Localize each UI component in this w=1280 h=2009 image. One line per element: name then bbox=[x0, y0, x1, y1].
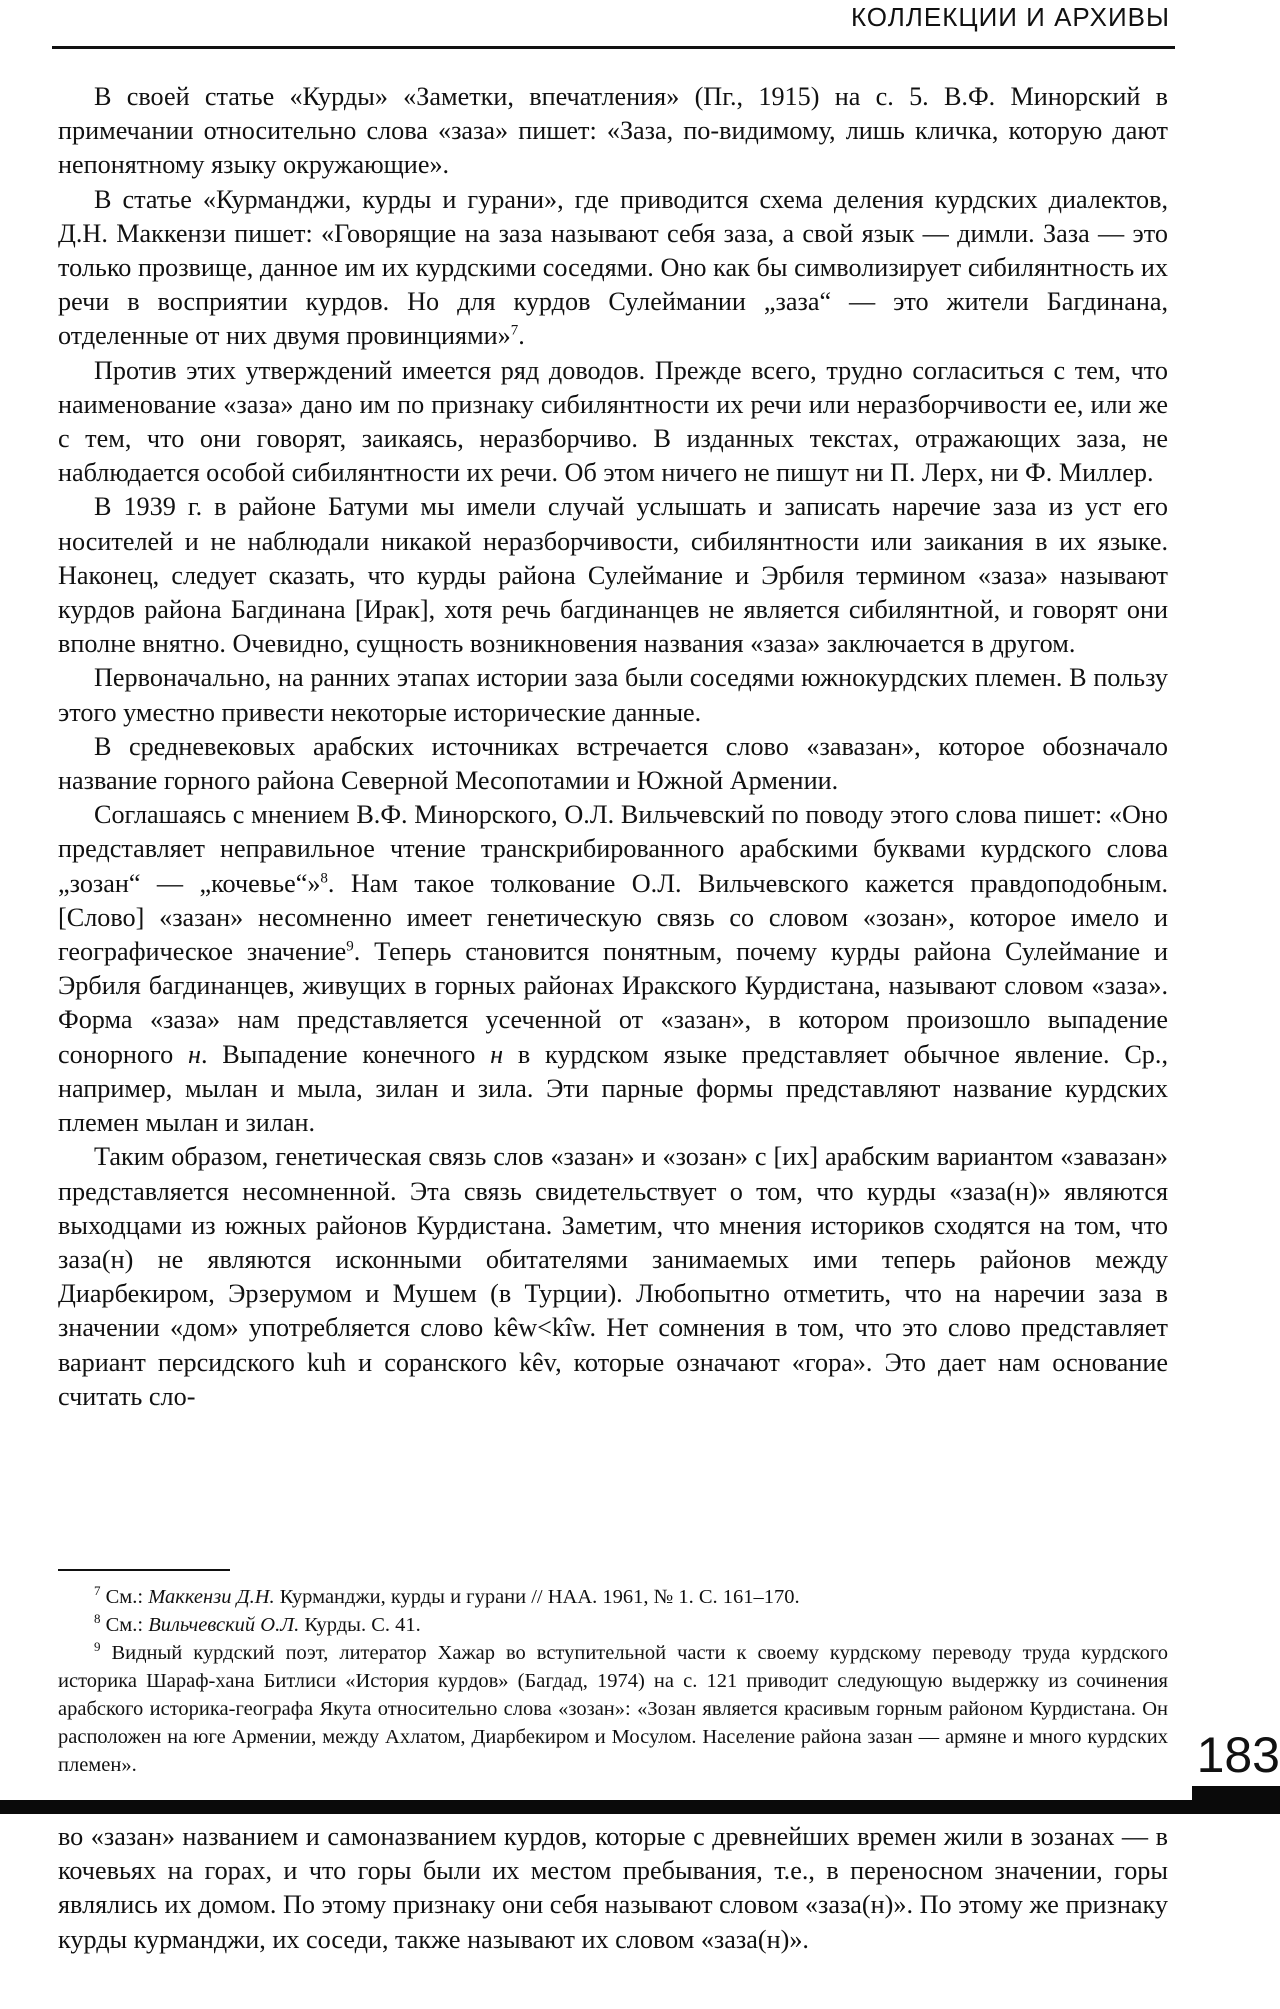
footnotes bbox=[58, 1583, 1168, 1779]
italic-letter-n: н bbox=[490, 1039, 504, 1069]
paragraph-5: Первоначально, на ранних этапах истории заза были соседями южнокурдских племен. В пользу этого уместно привести некоторые исторические данные. bbox=[58, 663, 1168, 727]
paragraph-7-part-e: в курдском языке представляет обычное явление. Ср., например, мылан и мыла, зилан и зила. Эти парные формы представляют название курдских племен мылан и зилан. bbox=[58, 1039, 1168, 1138]
paragraph-7-part-d: . Выпадение конечного bbox=[200, 1039, 491, 1069]
page-bottom-bar bbox=[0, 1800, 1280, 1814]
paragraph-2 bbox=[58, 183, 1168, 354]
page-number: 183 bbox=[1196, 1727, 1280, 1783]
footnote-7-prefix: См.: bbox=[105, 1586, 149, 1608]
footnote-ref-8[interactable]: 8 bbox=[320, 869, 328, 886]
footnote-separator bbox=[58, 1569, 230, 1571]
paragraph-3: Против этих утверждений имеется ряд доводов. Прежде всего, трудно согласиться с тем, что наименование «заза» дано им по признаку сибилянтности их речи или неразборчивости ее, или же с тем, что они говорят, заикаясь, неразборчиво. В изданных текстах, отражающих заза, не наблюдается особой сибилянтности их речи. Об этом ничего не пишут ни П. Лерх, ни Ф. Миллер. bbox=[58, 355, 1168, 488]
paragraph-1: В своей статье «Курды» «Заметки, впечатления» (Пг., 1915) на с. 5. В.Ф. Минорский в примечании относительно слова «заза» пишет: «Заза, по-видимому, лишь кличка, которую дают непонятному языку окружающие». bbox=[58, 82, 1168, 180]
footnote-7 bbox=[58, 1583, 1168, 1611]
italic-letter-n: н bbox=[187, 1039, 201, 1069]
paragraph-6: В средневековых арабских источниках встречается слово «завазан», которое обозначало название горного района Северной Месопотамии и Южной Армении. bbox=[58, 731, 1168, 796]
footnote-7-text: Курманджи, курды и гурани // НАА. 1961, № 1. С. 161–170. bbox=[274, 1586, 800, 1608]
footnote-8-text: Курды. С. 41. bbox=[299, 1614, 421, 1636]
paragraph-7 bbox=[58, 798, 1168, 1140]
paragraph-2-end: . bbox=[518, 321, 525, 351]
footnote-8-number: 8 bbox=[94, 1611, 101, 1627]
paragraph-4: В 1939 г. в районе Батуми мы имели случай услышать и записать наречие заза из уст его носителей и не наблюдали никакой неразборчивости, сибилянтности или заикания в их языке. Наконец, следует сказать, что курды района Сулеймание и Эрбиля термином «заза» называют курдов района Багдинана [Ирак], хотя речь багдинанцев не является сибилянтной, и говорят они вполне внятно. Очевидно, сущность возникновения названия «заза» заключается в другом. bbox=[58, 492, 1168, 659]
footnote-9 bbox=[58, 1639, 1168, 1779]
paragraph-8: Таким образом, генетическая связь слов «зазан» и «зозан» с [их] арабским вариантом «завазан» представляется несомненной. Эта связь свидетельствует о том, что курды «заза(н)» являются выходцами из южных районов Курдистана. Заметим, что мнения историков сходятся на том, что заза(н) не являются исконными обитателями занимаемых ими теперь районов между Диарбекиром, Эрзерумом и Мушем (в Турции). Любопытно отметить, что на наречии заза в значении «дом» употребляется слово kêw<kîw. Нет сомнения в том, что это слово представляет вариант персидского kuh и соранского kêv, которые означают «гора». Это дает нам основание считать сло- bbox=[58, 1142, 1168, 1411]
article-body bbox=[58, 80, 1168, 1414]
footnote-7-number: 7 bbox=[94, 1583, 101, 1599]
next-page-continuation bbox=[58, 1820, 1168, 1957]
paragraph-7-part-c: . Теперь становится понятным, почему курды района Сулеймание и Эрбиля багдинанцев, живущих в горных районах Иракского Курдистана, называют словом «заза». Форма «заза» нам представляется усеченной от «зазан», в котором произошло выпадение сонорного bbox=[58, 937, 1168, 1069]
running-header: КОЛЛЕКЦИИ И АРХИВЫ bbox=[850, 2, 1170, 32]
page-number-tab bbox=[1192, 1786, 1280, 1814]
footnote-9-text: Видный курдский поэт, литератор Хажар во вступительной части к своему курдскому переводу труда курдского историка Шараф-хана Битлиси «История курдов» (Багдад, 1974) на с. 121 приводит следующую выдержку из сочинения арабского историка-географа Якута относительно слова «зозан»: «Зозан является красивым горным районом Курдистана. Он расположен на юге Армении, между Ахлатом, Диарбекиром и Мосулом. Население района зазан — армяне и много курдских племен». bbox=[58, 1642, 1168, 1776]
footnote-8-prefix: См.: bbox=[105, 1614, 149, 1636]
paragraph-7-part-a: Соглашаясь с мнением В.Ф. Минорского, О.Л. Вильчевский по поводу этого слова пишет: «Оно представляет неправильное чтение транскрибированного арабскими буквами курдского слова „зозан“ — „кочевье“» bbox=[58, 800, 1168, 898]
paragraph-2-text: В статье «Курманджи, курды и гурани», где приводится схема деления курдских диалектов, Д.Н. Маккензи пишет: «Говорящие на заза называют себя заза, а свой язык — димли. Заза — это только прозвище, данное им их курдскими соседями. Оно как бы символизирует сибилянтность их речи в восприятии курдов. Но для курдов Сулеймании „заза“ — это жители Багдинана, отделенные от них двумя провинциями» bbox=[58, 184, 1168, 351]
footnote-7-author: Маккензи Д.Н. bbox=[148, 1586, 275, 1608]
paragraph-7-part-b: . Нам такое толкование О.Л. Вильчевского кажется правдоподобным. [Слово] «зазан» несомненно имеет генетическую связь со словом «зозан», которое имело и географическое значение bbox=[58, 868, 1169, 967]
footnote-8-author: Вильчевский О.Л. bbox=[148, 1614, 300, 1636]
footnote-ref-9[interactable]: 9 bbox=[346, 938, 354, 955]
continuation-paragraph: во «зазан» названием и самоназванием курдов, которые с древнейших времен жили в зозанах — в кочевьях на горах, и что горы были их местом пребывания, т.е., в переносном значении, горы являлись их домом. По этому признаку они себя называют словом «заза(н)». По этому же признаку курды курманджи, их соседи, также называют их словом «заза(н)». bbox=[58, 1822, 1168, 1954]
header-rule bbox=[52, 46, 1175, 49]
footnote-9-number: 9 bbox=[94, 1639, 101, 1655]
footnote-8 bbox=[58, 1611, 1168, 1639]
footnote-ref-7[interactable]: 7 bbox=[510, 322, 519, 339]
